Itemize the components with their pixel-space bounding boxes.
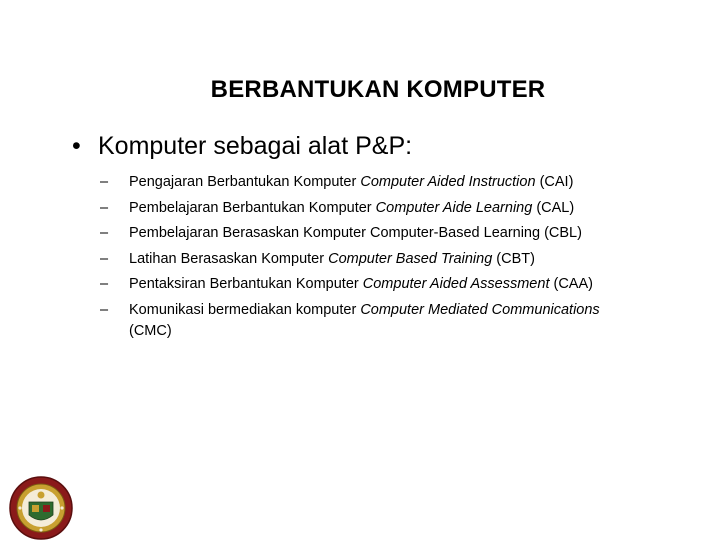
- dash-bullet: –: [100, 225, 109, 241]
- list-item: [100, 196, 680, 222]
- item-abbreviation: (CAI): [539, 174, 574, 190]
- dash-bullet: –: [100, 199, 109, 216]
- item-english-text: Computer Aide Learning: [375, 199, 533, 216]
- item-malay-text: Pembelajaran Berasaskan Komputer Computer-Based Learning (CBL): [129, 225, 582, 241]
- crest-ring-dot: [60, 506, 63, 509]
- dash-bullet: –: [100, 301, 109, 318]
- item-malay-text: Pengajaran Berbantukan Komputer: [129, 174, 357, 190]
- crest-ring-dot: [39, 528, 42, 531]
- item-malay-text: Pembelajaran Berbantukan Komputer: [129, 199, 372, 216]
- item-english-text: Computer Aided Instruction: [360, 174, 536, 190]
- crest-shield-quarter: [32, 505, 39, 512]
- item-abbreviation: (CBT): [496, 250, 535, 267]
- main-bullet-text: Komputer sebagai alat P&P:: [98, 132, 413, 160]
- item-abbreviation: (CAL): [536, 199, 575, 216]
- item-malay-text: Komunikasi bermediakan komputer: [129, 301, 357, 318]
- item-malay-text: Pentaksiran Berbantukan Komputer: [129, 276, 359, 292]
- dash-bullet: –: [100, 250, 109, 267]
- item-english-text: Computer Mediated Communications: [360, 301, 600, 318]
- dash-bullet: –: [100, 174, 109, 190]
- crest-ring-dot: [18, 506, 21, 509]
- crest-shield-quarter: [43, 505, 50, 512]
- institution-crest-logo: [8, 475, 74, 541]
- main-bullet: [72, 132, 412, 161]
- item-abbreviation: (CAA): [553, 276, 593, 292]
- list-item: [100, 298, 680, 342]
- slide-title: BERBANTUKAN KOMPUTER: [210, 76, 546, 103]
- sub-bullet-list: [100, 170, 680, 341]
- item-malay-text: Latihan Berasaskan Komputer: [129, 250, 325, 267]
- list-item: [100, 247, 680, 273]
- list-item: [100, 272, 680, 298]
- dash-bullet: –: [100, 276, 109, 292]
- item-english-text: Computer Aided Assessment: [362, 276, 550, 292]
- list-item: [100, 170, 680, 196]
- bullet-dot: •: [72, 132, 81, 160]
- crest-star: [38, 492, 45, 499]
- list-item: [100, 221, 680, 247]
- item-english-text: Computer Based Training: [328, 250, 493, 267]
- item-abbreviation: (CMC): [129, 323, 172, 339]
